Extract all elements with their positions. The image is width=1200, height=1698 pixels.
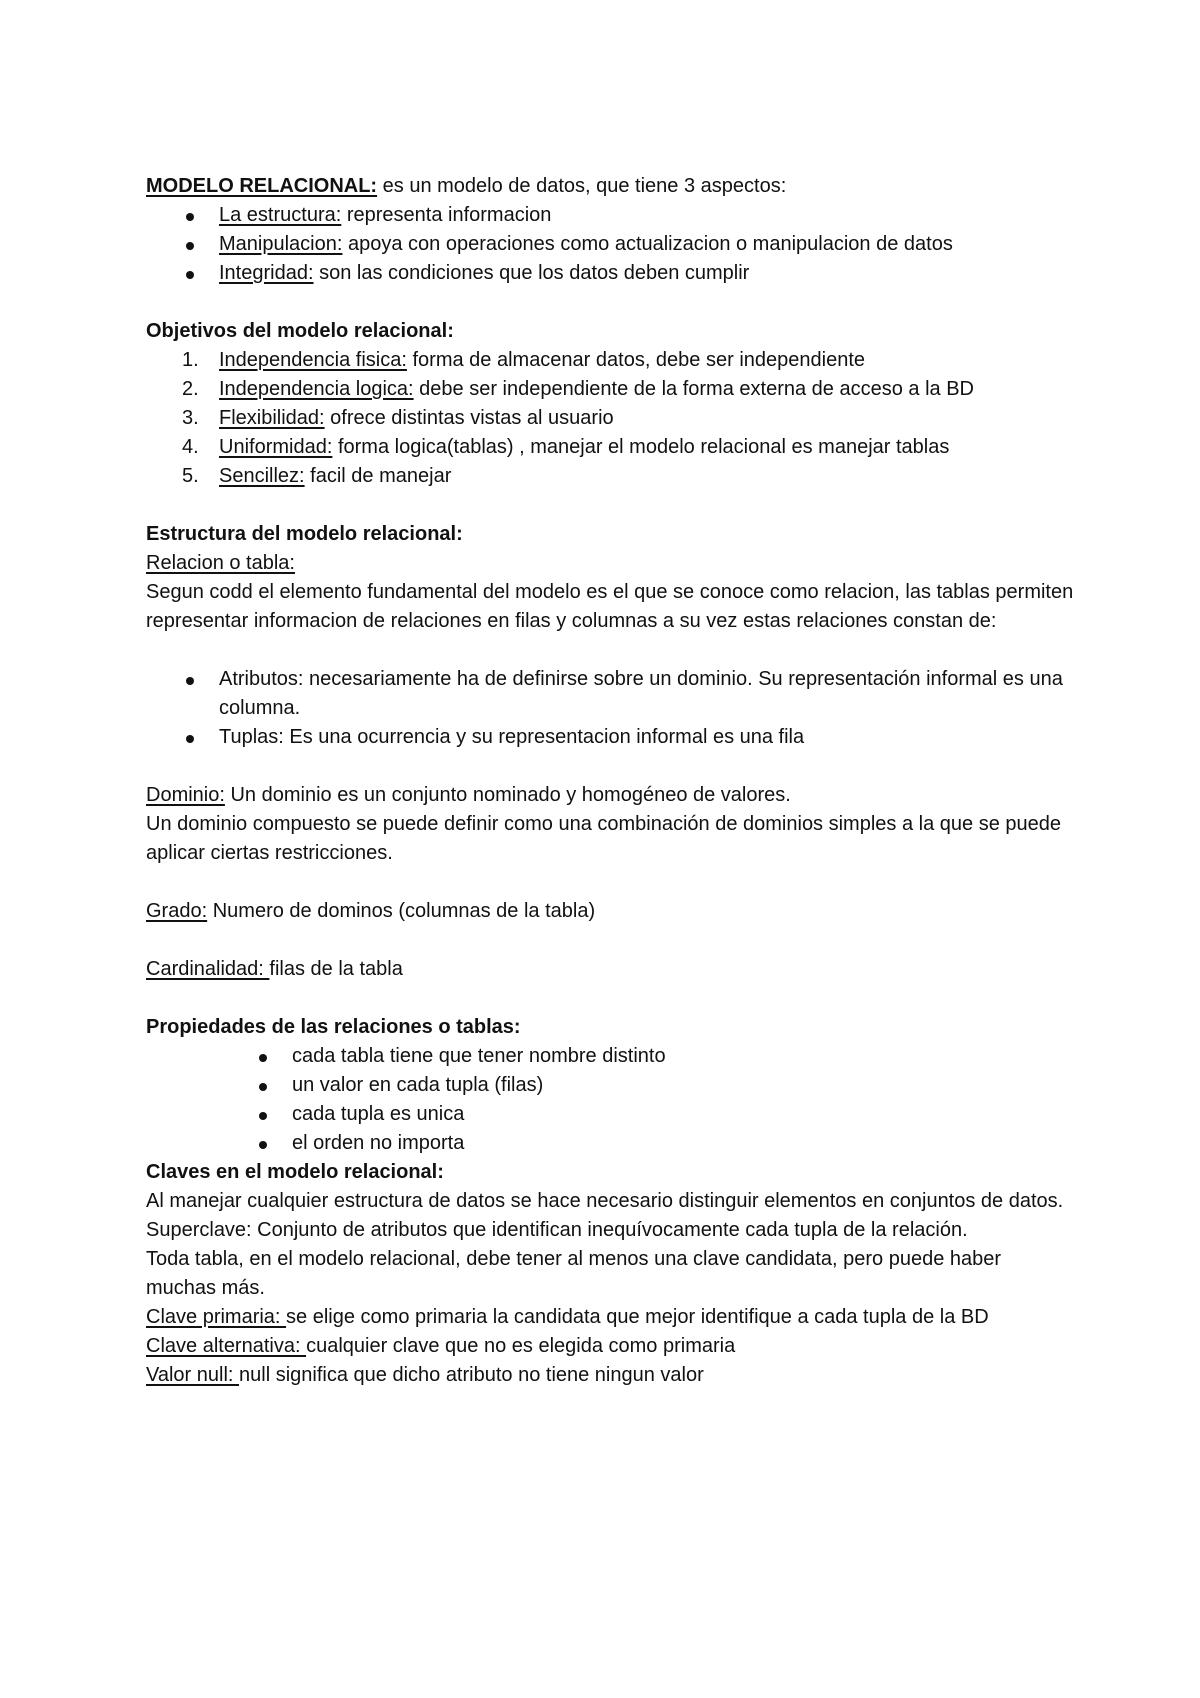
- clave-primaria-text: se elige como primaria la candidata que mejor identifique a cada tupla de la BD: [286, 1306, 989, 1328]
- item-term: Independencia fisica:: [219, 349, 407, 371]
- item-number: 2.: [182, 378, 199, 400]
- item-term: Uniformidad:: [219, 436, 333, 458]
- item-text: forma de almacenar datos, debe ser independiente: [406, 349, 865, 371]
- clave-primaria-paragraph: [146, 1303, 1076, 1332]
- list-item: [146, 201, 1076, 230]
- item-text: facil de manejar: [304, 465, 452, 487]
- objetivos-list: [146, 346, 1076, 491]
- dominio-text: Un dominio es un conjunto nominado y homogéneo de valores.: [224, 784, 791, 806]
- intro-title: MODELO RELACIONAL:: [146, 175, 378, 197]
- item-text: debe ser independiente de la forma externa de acceso a la BD: [413, 378, 974, 400]
- clave-primaria-label: Clave primaria:: [146, 1306, 287, 1328]
- list-item: Tuplas: Es una ocurrencia y su representacion informal es una fila: [146, 723, 1076, 752]
- list-item: un valor en cada tupla (filas): [146, 1071, 1076, 1100]
- item-number: 4.: [182, 436, 199, 458]
- claves-paragraph-2: Toda tabla, en el modelo relacional, debe tener al menos una clave candidata, pero puede haber muchas más.: [146, 1248, 1002, 1299]
- claves-heading: Claves en el modelo relacional:: [146, 1161, 444, 1183]
- relacion-label: Relacion o tabla:: [146, 552, 295, 574]
- propiedades-heading: Propiedades de las relaciones o tablas:: [146, 1016, 521, 1038]
- list-item: cada tupla es unica: [146, 1100, 1076, 1129]
- intro-paragraph: [146, 172, 1076, 201]
- claves-paragraph-1: Al manejar cualquier estructura de datos se hace necesario distinguir elementos en conjuntos de datos. Superclave: Conjunto de atributos que identifican inequívocamente cada tupla de la relación.: [146, 1190, 1064, 1241]
- list-item: Atributos: necesariamente ha de definirse sobre un dominio. Su representación informal es una columna.: [146, 665, 1076, 723]
- item-text: son las condiciones que los datos deben cumplir: [313, 262, 750, 284]
- valor-null-paragraph: [146, 1361, 1076, 1390]
- item-text: forma logica(tablas) , manejar el modelo relacional es manejar tablas: [332, 436, 950, 458]
- list-item: [146, 259, 1076, 288]
- item-text: apoya con operaciones como actualizacion o manipulacion de datos: [342, 233, 953, 255]
- item-term: Flexibilidad:: [219, 407, 325, 429]
- cardinalidad-text: filas de la tabla: [269, 958, 403, 980]
- valor-null-text: null significa que dicho atributo no tiene ningun valor: [239, 1364, 704, 1386]
- valor-null-label: Valor null:: [146, 1364, 240, 1386]
- item-number: 1.: [182, 349, 199, 371]
- item-term: Manipulacion:: [219, 233, 343, 255]
- dominio-paragraph: [146, 781, 1076, 810]
- cardinalidad-paragraph: [146, 955, 1076, 984]
- item-term: La estructura:: [219, 204, 342, 226]
- list-item: cada tabla tiene que tener nombre distinto: [146, 1042, 1076, 1071]
- dominio-label: Dominio:: [146, 784, 225, 806]
- objetivos-heading: Objetivos del modelo relacional:: [146, 320, 454, 342]
- relacion-list: [146, 665, 1076, 752]
- item-term: Independencia logica:: [219, 378, 414, 400]
- intro-text: es un modelo de datos, que tiene 3 aspectos:: [377, 175, 787, 197]
- list-item: [146, 462, 1076, 491]
- propiedades-list: [146, 1042, 1076, 1158]
- list-item: [146, 433, 1076, 462]
- list-item: [146, 230, 1076, 259]
- clave-alternativa-text: cualquier clave que no es elegida como primaria: [306, 1335, 736, 1357]
- dominio-compuesto-text: Un dominio compuesto se puede definir como una combinación de dominios simples a la que se puede aplicar ciertas restricciones.: [146, 813, 1061, 864]
- item-number: 3.: [182, 407, 199, 429]
- estructura-heading: Estructura del modelo relacional:: [146, 523, 463, 545]
- item-term: Integridad:: [219, 262, 314, 284]
- item-term: Sencillez:: [219, 465, 305, 487]
- cardinalidad-label: Cardinalidad:: [146, 958, 270, 980]
- clave-alternativa-paragraph: [146, 1332, 1076, 1361]
- item-text: representa informacion: [341, 204, 552, 226]
- grado-text: Numero de dominos (columnas de la tabla): [207, 900, 596, 922]
- grado-label: Grado:: [146, 900, 208, 922]
- item-text: ofrece distintas vistas al usuario: [324, 407, 614, 429]
- clave-alternativa-label: Clave alternativa:: [146, 1335, 307, 1357]
- list-item: [146, 375, 1076, 404]
- list-item: el orden no importa: [146, 1129, 1076, 1158]
- list-item: [146, 404, 1076, 433]
- item-number: 5.: [182, 465, 199, 487]
- grado-paragraph: [146, 897, 1076, 926]
- list-item: [146, 346, 1076, 375]
- document-page: [146, 172, 1076, 1390]
- relacion-text: Segun codd el elemento fundamental del modelo es el que se conoce como relacion, las tablas permiten representar informacion de relaciones en filas y columnas a su vez estas relaciones constan de:: [146, 581, 1074, 632]
- aspects-list: [146, 201, 1076, 288]
